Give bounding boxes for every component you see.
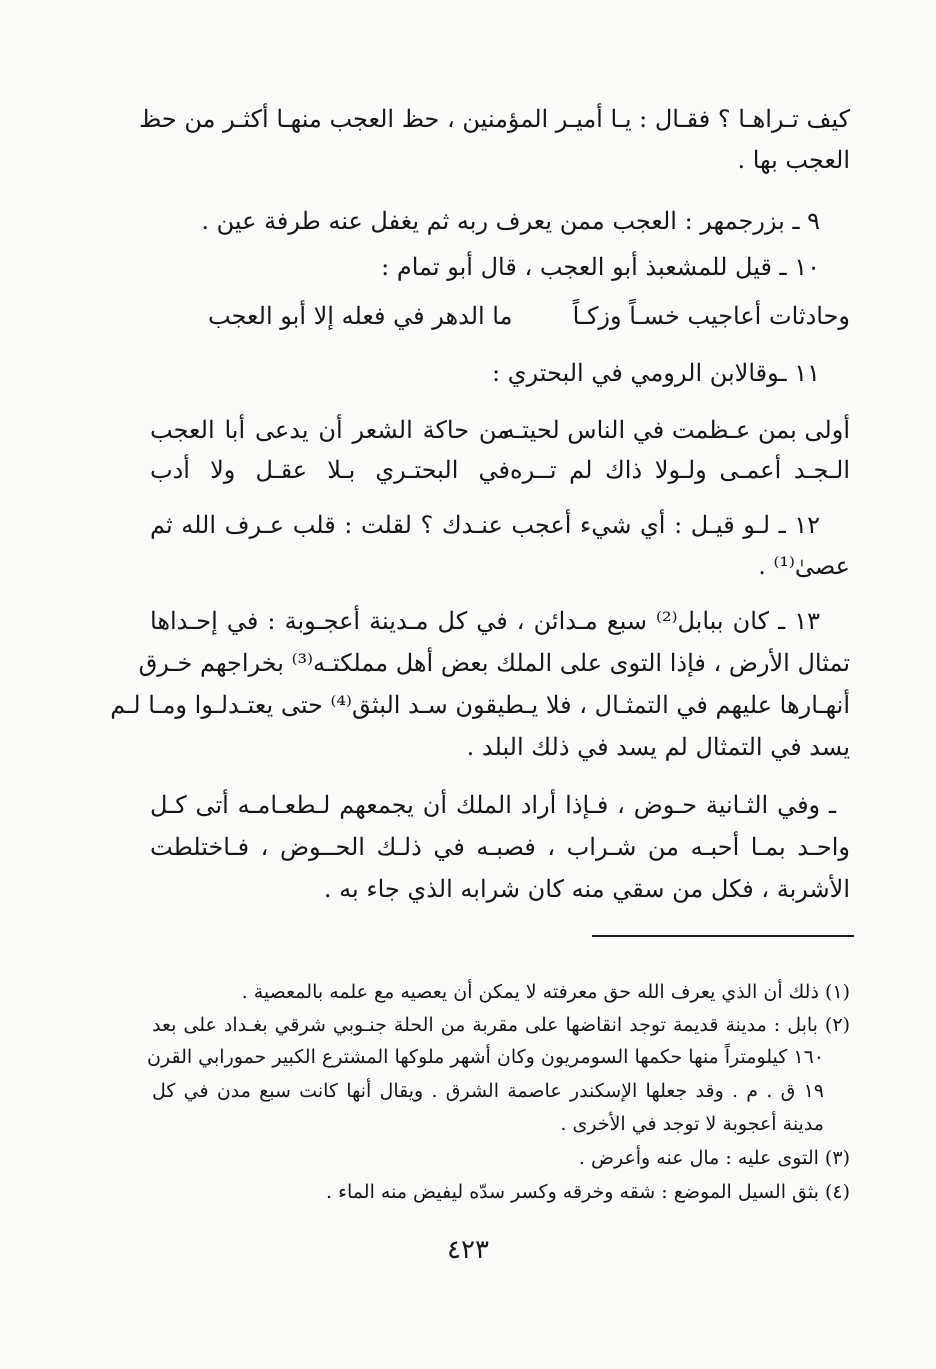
- verse-hemistich-right: أولى بمن عـظمت في الناس لحيتـه: [502, 416, 850, 444]
- second-wonder-line: الأشربة ، فكل من سقي منه كان شرابه الذي جاء به .: [323, 875, 850, 903]
- second-wonder-line: واحـد بمـا أحبـه من شـراب ، فصبـه في ذلـك الحــوض ، فـاختلطت: [150, 833, 850, 861]
- verse-1: [150, 296, 850, 336]
- footnote-3: (٣) التوى عليه : مال عنه وأعرض .: [578, 1147, 850, 1169]
- second-wonder: ـ وفي الثـانية حـوض ، فـإذا أراد الملك أن يجمعهم لـطعـامـه أتى كـل: [150, 791, 836, 819]
- item-13-line: تمثال الأرض ، فإذا التوى على الملك بعض أهل مملكتـه⁽³⁾ بخراجهم خـرق: [138, 649, 850, 677]
- body-line: العجب بها .: [737, 146, 850, 174]
- item-9: ٩ ـ بزرجمهر : العجب ممن يعرف ربه ثم يغفل عنه طرفة عين .: [201, 207, 820, 235]
- verse-2-line-2: [150, 450, 850, 490]
- footnote-2-line: ١٦٠ كيلومتراً منها حكمها السومريون وكان أشهر ملوكها المشترع الكبير حمورابي القرن: [147, 1046, 824, 1068]
- verse-hemistich-left: في البحتـري بـلا عقـل ولا أدب: [150, 456, 510, 484]
- body-line: كيف تـراهـا ؟ فقـال : يـا أميـر المؤمنين ، حظ العجب منهـا أكثـر من حظ: [139, 105, 850, 133]
- page-number: ٤٢٣: [447, 1235, 489, 1265]
- verse-hemistich-right: الـجـد أعمـى ولـولا ذاك لم تــره: [510, 456, 850, 484]
- footnote-separator: [592, 935, 854, 937]
- verse-hemistich-right: وحادثات أعاجيب خسـاً وزكـاً: [572, 302, 850, 330]
- item-12-cont: عصىٰ⁽¹⁾ .: [758, 552, 850, 580]
- item-13-line: أنهـارها عليهم في التمثـال ، فلا يـطيقون سـد البثق⁽⁴⁾ حتى يعتـدلـوا ومـا لـم: [110, 691, 850, 719]
- item-10: ١٠ ـ قيل للمشعبذ أبو العجب ، قال أبو تمام :: [381, 253, 820, 281]
- item-11: ١١ ـوقالابن الرومي في البحتري :: [492, 359, 820, 387]
- footnote-4: (٤) بثق السيل الموضع : شقه وخرقه وكسر سدّه ليفيض منه الماء .: [326, 1181, 850, 1203]
- item-13-line: يسد في التمثال لم يسد في ذلك البلد .: [466, 733, 850, 761]
- item-12: ١٢ ـ لـو قيـل : أي شيء أعجب عنـدك ؟ لقلت : قلب عـرف الله ثم: [150, 511, 820, 539]
- item-13: ١٣ ـ كان ببابل⁽²⁾ سبع مـدائن ، في كل مـدينة أعجـوبة : في إحـداها: [150, 607, 821, 635]
- verse-2-line-1: [150, 410, 850, 450]
- verse-hemistich-left: ما الدهر في فعله إلا أبو العجب: [208, 302, 513, 330]
- verse-hemistich-left: من حاكة الشعر أن يدعى أبا العجب: [150, 416, 510, 444]
- footnote-2-line: ١٩ ق . م . وقد جعلها الإسكندر عاصمة الشرق . ويقال أنها كانت سبع مدن في كل: [152, 1080, 824, 1102]
- footnote-2: (٢) بابل : مدينة قديمة توجد انقاضها على مقربة من الحلة جنـوبي شرقي بغـداد على بعد: [152, 1014, 850, 1036]
- footnote-1: (١) ذلك أن الذي يعرف الله حق معرفته لا يمكن أن يعصيه مع علمه بالمعصية .: [241, 981, 850, 1003]
- footnote-2-line: مدينة أعجوبة لا توجد في الأخرى .: [560, 1113, 824, 1135]
